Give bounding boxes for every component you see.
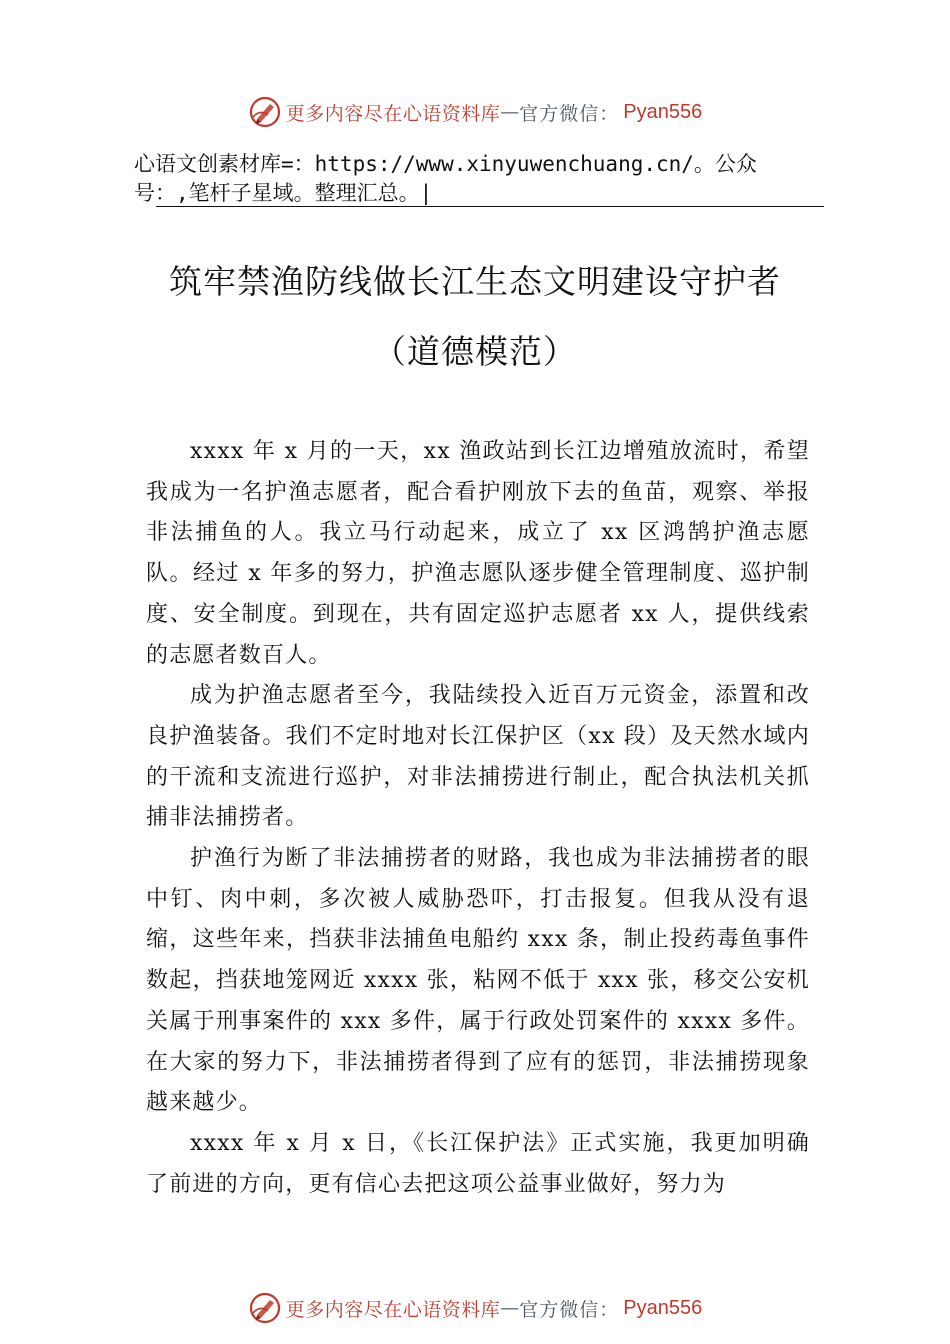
footer-banner	[0, 1288, 950, 1328]
banner-dash: —	[500, 101, 520, 123]
document-title: 筑牢禁渔防线做长江生态文明建设守护者	[169, 262, 781, 301]
source-line-1: 心语文创素材库=：https://www.xinyuwenchuang.cn/。公众	[134, 152, 757, 176]
footer-dash: —	[500, 1297, 520, 1319]
paragraph: 护渔行为断了非法捕捞者的财路，我也成为非法捕捞者的眼中钉、肉中刺，多次被人威胁恐吓，打击报复。但我从没有退缩，这些年来，挡获非法捕鱼电船约 xxx 条，制止投药毒鱼事件数起，挡获地笼网近 xxxx 张，粘网不低于 xxx 张，移交公安机关属于刑事案件的 xxx 多件，属于行政处罚案件的 xxxx 多件。在大家的努力下，非法捕捞者得到了应有的惩罚，非法捕捞现象越来越少。	[146, 846, 810, 1116]
source-underline	[156, 206, 824, 207]
banner-wechat-label: 官方微信：	[519, 102, 620, 125]
header-banner	[0, 92, 950, 132]
footer-wechat-label: 官方微信：	[519, 1298, 620, 1321]
pen-logo-icon	[248, 95, 282, 129]
paragraph: xxxx 年 x 月 x 日，《长江保护法》正式实施，我更加明确了前进的方向，更有信心去把这项公益事业做好，努力为	[146, 1130, 810, 1197]
paragraph: xxxx 年 x 月的一天，xx 渔政站到长江边增殖放流时，希望我成为一名护渔志愿者，配合看护刚放下去的鱼苗，观察、举报非法捕鱼的人。我立马行动起来，成立了 xx 区鸿鹄护渔志愿队。经过 x 年多的努力，护渔志愿队逐步健全管理制度、巡护制度、安全制度。到现在，共有固定巡护志愿者 xx 人，提供线索的志愿者数百人。	[146, 439, 810, 668]
banner-red-text: 更多内容尽在心语资料库	[285, 102, 501, 125]
paragraph: 成为护渔志愿者至今，我陆续投入近百万元资金，添置和改良护渔装备。我们不定时地对长江保护区（xx 段）及天然水域内的干流和支流进行巡护，对非法捕捞进行制止，配合执法机关抓捕非法捕捞者。	[146, 683, 810, 831]
footer-red-text: 更多内容尽在心语资料库	[285, 1298, 501, 1321]
banner-wechat-id: Pyan556	[623, 100, 703, 123]
pen-logo-icon	[248, 1291, 282, 1325]
document-body	[146, 432, 810, 1205]
source-line-2: 号：,笔杆子星域。整理汇总。|	[134, 181, 433, 205]
footer-wechat-id: Pyan556	[623, 1296, 703, 1319]
source-note	[134, 150, 824, 208]
document-subtitle: （道德模范）	[373, 332, 577, 371]
